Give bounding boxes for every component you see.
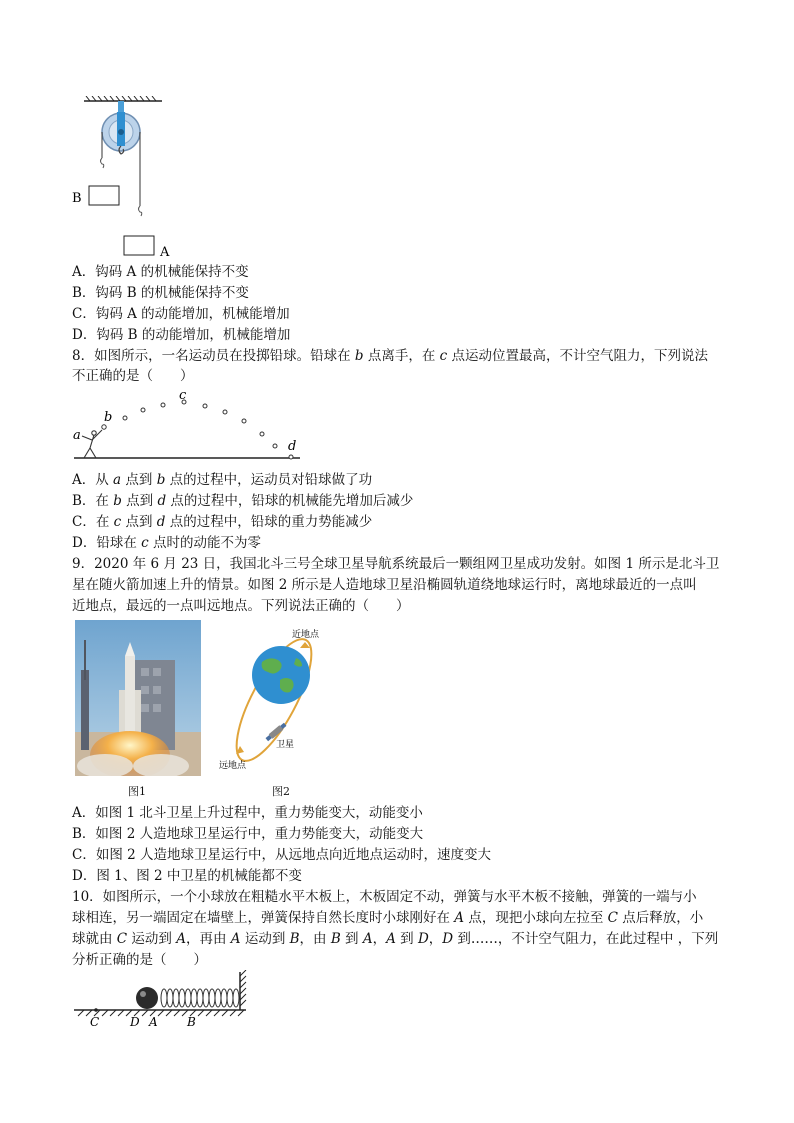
- q8-option-c: C．在 c 点到 d 点的过程中，铅球的重力势能减少: [72, 514, 373, 530]
- perigee-label: 近地点: [292, 630, 320, 640]
- q9-option-a: A．如图 1 北斗卫星上升过程中，重力势能变大，动能变小: [72, 805, 423, 821]
- q7-option-a: A．钩码 A 的机械能保持不变: [72, 264, 249, 280]
- q9-option-c: C．如图 2 人造地球卫星运行中，从远地点向近地点运动时，速度变大: [72, 847, 492, 863]
- fig-label-b: B: [187, 1015, 196, 1029]
- q10-stem-line2: 球相连，另一端固定在墙壁上，弹簧保持自然长度时小球刚好在 A 点，现把小球向左拉至 C 点后释放，小: [72, 910, 704, 926]
- q9-stem-line1: 9．2020 年 6 月 23 日，我国北斗三号全球卫星导航系统最后一颗组网卫星成功发射。如图 1 所示是北斗卫: [72, 556, 720, 572]
- fig-label-d: D: [130, 1015, 140, 1029]
- spring-ball-figure: [70, 970, 260, 1032]
- q9-option-b: B．如图 2 人造地球卫星运行中，重力势能变大，动能变大: [72, 826, 424, 842]
- q9-option-d: D．图 1、图 2 中卫星的机械能都不变: [72, 868, 302, 884]
- q9-stem-line3: 近地点，最远的一点叫远地点。下列说法正确的（ ）: [72, 598, 410, 614]
- pulley-figure: [70, 96, 190, 258]
- fig1-caption: 图1: [128, 785, 146, 798]
- q7-option-b: B．钩码 B 的机械能保持不变: [72, 285, 249, 301]
- q10-stem-line4: 分析正确的是（ ）: [72, 952, 207, 968]
- fig-label-c: c: [179, 388, 187, 403]
- shotput-figure: [70, 388, 310, 464]
- fig-label-a: A: [149, 1015, 158, 1029]
- satellite-label: 卫星: [276, 740, 295, 750]
- fig-label-d: d: [288, 439, 297, 454]
- fig-label-b: b: [104, 410, 113, 425]
- q8-option-b: B．在 b 点到 d 点的过程中，铅球的机械能先增加后减少: [72, 493, 414, 509]
- apogee-label: 远地点: [219, 761, 247, 771]
- q9-stem-line2: 星在随火箭加速上升的情景。如图 2 所示是人造地球卫星沿椭圆轨道绕地球运行时，离地球最近的一点叫: [72, 577, 697, 593]
- fig-label-b: B: [72, 191, 82, 206]
- rocket-launch-photo: [75, 620, 201, 776]
- fig2-caption: 图2: [272, 785, 290, 798]
- q8-option-d: D．铅球在 c 点时的动能不为零: [72, 535, 261, 551]
- fig-label-a: A: [160, 245, 170, 258]
- q10-stem-line1: 10．如图所示，一个小球放在粗糙水平木板上，木板固定不动，弹簧与水平木板不接触，弹簧的一端与小: [72, 889, 697, 905]
- fig-label-a: a: [73, 428, 81, 443]
- q8-stem-line1: 8．如图所示，一名运动员在投掷铅球。铅球在 b 点离手，在 c 点运动位置最高，不计空气阻力，下列说法: [72, 348, 708, 364]
- q8-stem-line2: 不正确的是（ ）: [72, 368, 194, 384]
- q10-stem-line3: 球就由 C 运动到 A，再由 A 运动到 B，由 B 到 A，A 到 D，D 到……，不计空气阻力，在此过程中 ，下列: [72, 931, 719, 947]
- q7-option-d: D．钩码 B 的动能增加，机械能增加: [72, 327, 291, 343]
- q7-option-c: C．钩码 A 的动能增加，机械能增加: [72, 306, 290, 322]
- q8-option-a: A．从 a 点到 b 点的过程中，运动员对铅球做了功: [72, 472, 373, 488]
- fig-label-c: C: [90, 1015, 100, 1029]
- satellite-orbit-figure: [214, 628, 334, 776]
